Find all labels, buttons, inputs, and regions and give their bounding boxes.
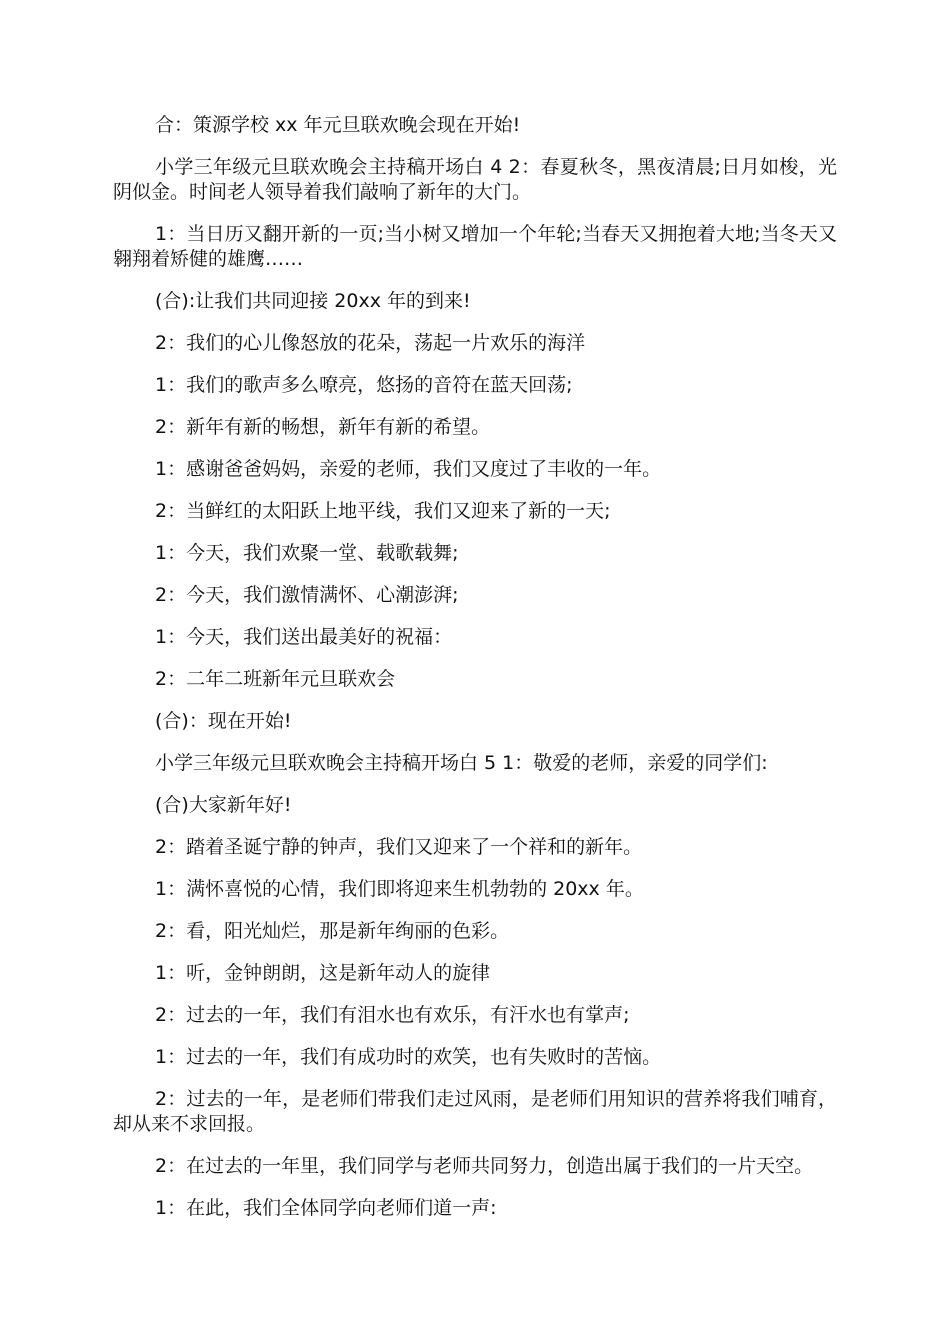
paragraph: 2：过去的一年，我们有泪水也有欢乐，有汗水也有掌声; xyxy=(155,1004,630,1026)
paragraph: 1：感谢爸爸妈妈，亲爱的老师，我们又度过了丰收的一年。 xyxy=(155,458,662,480)
paragraph: 2：看，阳光灿烂，那是新年绚丽的色彩。 xyxy=(155,920,510,942)
paragraph: 1：当日历又翻开新的一页;当小树又增加一个年轮;当春天又拥抱着大地;当冬天又翱翔着矫健的雄鹰…… xyxy=(113,223,837,270)
paragraph: 2：踏着圣诞宁静的钟声，我们又迎来了一个祥和的新年。 xyxy=(155,836,643,858)
paragraph: 1：在此，我们全体同学向老师们道一声: xyxy=(155,1197,497,1219)
paragraph: 小学三年级元旦联欢晚会主持稿开场白 4 2：春夏秋冬，黑夜清晨;日月如梭，光阴似金。时间老人领导着我们敲响了新年的大门。 xyxy=(113,156,837,203)
paragraph: 1：我们的歌声多么嘹亮，悠扬的音符在蓝天回荡; xyxy=(155,374,573,396)
paragraph: 2：我们的心儿像怒放的花朵，荡起一片欢乐的海洋 xyxy=(155,332,586,354)
paragraph: 合：策源学校 xx 年元旦联欢晚会现在开始! xyxy=(155,114,521,136)
paragraph: (合):让我们共同迎接 20xx 年的到来! xyxy=(155,290,471,312)
paragraph: 2：当鲜红的太阳跃上地平线，我们又迎来了新的一天; xyxy=(155,500,611,522)
paragraph: 1：过去的一年，我们有成功时的欢笑，也有失败时的苦恼。 xyxy=(155,1046,662,1068)
paragraph: 2：在过去的一年里，我们同学与老师共同努力，创造出属于我们的一片天空。 xyxy=(155,1155,814,1177)
paragraph: 1：满怀喜悦的心情，我们即将迎来生机勃勃的 20xx 年。 xyxy=(155,878,644,900)
paragraph: (合)：现在开始! xyxy=(155,710,292,732)
paragraph: 小学三年级元旦联欢晚会主持稿开场白 5 1：敬爱的老师，亲爱的同学们: xyxy=(155,752,768,774)
paragraph: (合)大家新年好! xyxy=(155,794,292,816)
document-body xyxy=(113,113,837,1238)
paragraph: 1：今天，我们送出最美好的祝福： xyxy=(155,626,453,648)
paragraph: 1：听，金钟朗朗，这是新年动人的旋律 xyxy=(155,962,491,984)
paragraph: 1：今天，我们欢聚一堂、载歌载舞; xyxy=(155,542,459,564)
paragraph: 2：二年二班新年元旦联欢会 xyxy=(155,668,396,690)
paragraph: 2：过去的一年，是老师们带我们走过风雨，是老师们用知识的营养将我们哺育，却从来不求回报。 xyxy=(113,1088,837,1135)
paragraph: 2：新年有新的畅想，新年有新的希望。 xyxy=(155,416,491,438)
paragraph: 2：今天，我们激情满怀、心潮澎湃; xyxy=(155,584,459,606)
